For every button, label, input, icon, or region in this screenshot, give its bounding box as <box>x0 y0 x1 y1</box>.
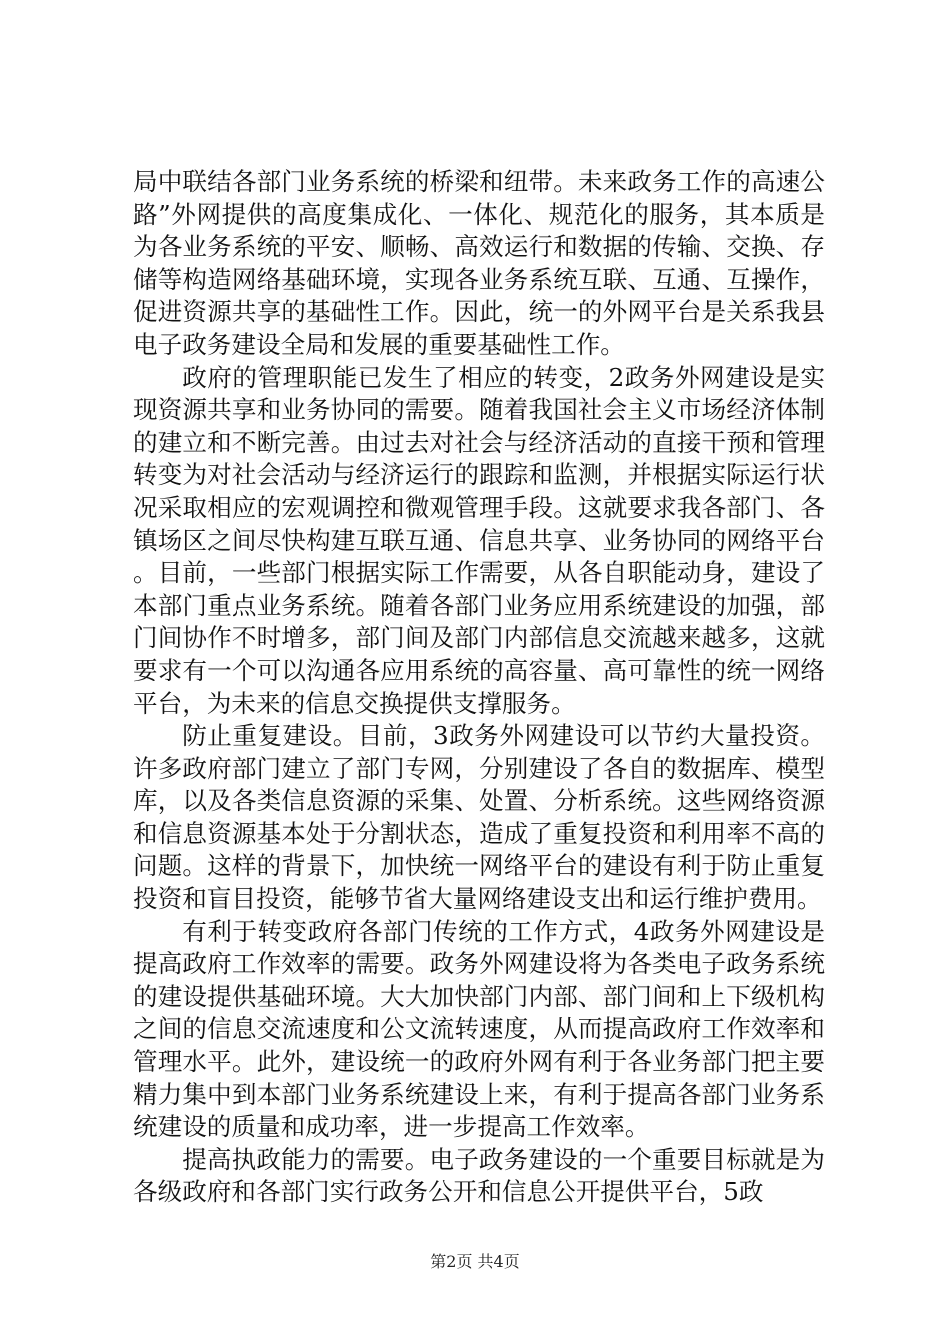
paragraph-3: 防止重复建设。目前，3政务外网建设可以节约大量投资。许多政府部门建立了部门专网，分别建设了各自的数据库、模型库，以及各类信息资源的采集、处置、分析系统。这些网络资源和信息资源基本处于分割状态，造成了重复投资和利用率不高的问题。这样的背景下，加快统一网络平台的建设有利于防止重复投资和盲目投资，能够节省大量网络建设支出和运行维护费用。 <box>133 721 825 914</box>
paragraph-5: 提高执政能力的需要。电子政务建设的一个重要目标就是为各级政府和各部门实行政务公开和信息公开提供平台，5政 <box>133 1144 825 1207</box>
paragraph-4: 有利于转变政府各部门传统的工作方式，4政务外网建设是提高政府工作效率的需要。政务外网建设将为各类电子政务系统的建设提供基础环境。大大加快部门内部、部门间和上下级机构之间的信息交流速度和公文流转速度，从而提高政府工作效率和管理水平。此外，建设统一的政府外网有利于各业务部门把主要精力集中到本部门业务系统建设上来，有利于提高各部门业务系统建设的质量和成功率，进一步提高工作效率。 <box>133 916 825 1142</box>
page-number-footer: 第2页 共4页 <box>430 1252 520 1271</box>
document-body <box>133 166 825 1209</box>
paragraph-2: 政府的管理职能已发生了相应的转变，2政务外网建设是实现资源共享和业务协同的需要。随着我国社会主义市场经济体制的建立和不断完善。由过去对社会与经济活动的直接干预和管理转变为对社会活动与经济运行的跟踪和监测，并根据实际运行状况采取相应的宏观调控和微观管理手段。这就要求我各部门、各镇场区之间尽快构建互联互通、信息共享、业务协同的网络平台。目前，一些部门根据实际工作需要，从各自职能动身，建设了本部门重点业务系统。随着各部门业务应用系统建设的加强，部门间协作不时增多，部门间及部门内部信息交流越来越多，这就要求有一个可以沟通各应用系统的高容量、高可靠性的统一网络平台，为未来的信息交换提供支撑服务。 <box>133 362 825 718</box>
paragraph-1: 局中联结各部门业务系统的桥梁和纽带。未来政务工作的高速公路”外网提供的高度集成化、一体化、规范化的服务，其本质是为各业务系统的平安、顺畅、高效运行和数据的传输、交换、存储等构造网络基础环境，实现各业务系统互联、互通、互操作，促进资源共享的基础性工作。因此，统一的外网平台是关系我县电子政务建设全局和发展的重要基础性工作。 <box>133 167 825 359</box>
